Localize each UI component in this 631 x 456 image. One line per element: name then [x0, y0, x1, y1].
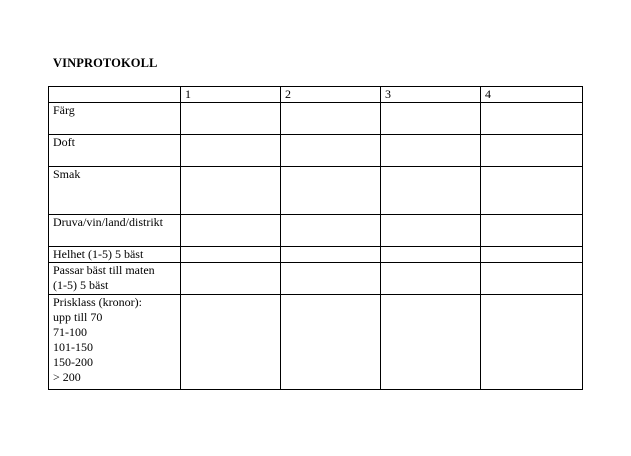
wine-protocol-table [48, 86, 583, 390]
row-label: Helhet (1-5) 5 bäst [49, 247, 181, 263]
table-cell [481, 215, 583, 247]
row-label: Passar bäst till maten (1-5) 5 bäst [49, 263, 181, 295]
table-cell [381, 215, 481, 247]
table-cell [181, 135, 281, 167]
table-cell [281, 247, 381, 263]
row-label: Druva/vin/land/distrikt [49, 215, 181, 247]
table-cell [181, 103, 281, 135]
table-cell [281, 167, 381, 215]
table-cell [381, 247, 481, 263]
row-label: Prisklass (kronor): upp till 70 71-100 101-150 150-200 > 200 [49, 295, 181, 390]
table-row [49, 103, 583, 135]
table-cell [281, 103, 381, 135]
table-cell [381, 263, 481, 295]
table-cell [481, 247, 583, 263]
table-cell [181, 167, 281, 215]
table-row [49, 247, 583, 263]
table-cell [481, 167, 583, 215]
table-cell [481, 135, 583, 167]
header-row [49, 87, 583, 103]
header-cell-1: 1 [181, 87, 281, 103]
header-cell-4: 4 [481, 87, 583, 103]
table-row [49, 135, 583, 167]
table-cell [181, 295, 281, 390]
table-row [49, 215, 583, 247]
table-cell [381, 103, 481, 135]
header-cell-empty [49, 87, 181, 103]
table-cell [281, 295, 381, 390]
header-cell-2: 2 [281, 87, 381, 103]
row-label: Smak [49, 167, 181, 215]
table-cell [281, 135, 381, 167]
table-cell [481, 103, 583, 135]
table-row [49, 295, 583, 390]
table-cell [381, 135, 481, 167]
table-cell [181, 247, 281, 263]
table-cell [481, 295, 583, 390]
row-label: Doft [49, 135, 181, 167]
table-row [49, 167, 583, 215]
table-row [49, 263, 583, 295]
table-cell [181, 215, 281, 247]
table-cell [281, 263, 381, 295]
table-cell [181, 263, 281, 295]
row-label: Färg [49, 103, 181, 135]
document-title: VINPROTOKOLL [53, 56, 158, 70]
table-cell [281, 215, 381, 247]
header-cell-3: 3 [381, 87, 481, 103]
table-cell [381, 167, 481, 215]
table-cell [481, 263, 583, 295]
table-cell [381, 295, 481, 390]
